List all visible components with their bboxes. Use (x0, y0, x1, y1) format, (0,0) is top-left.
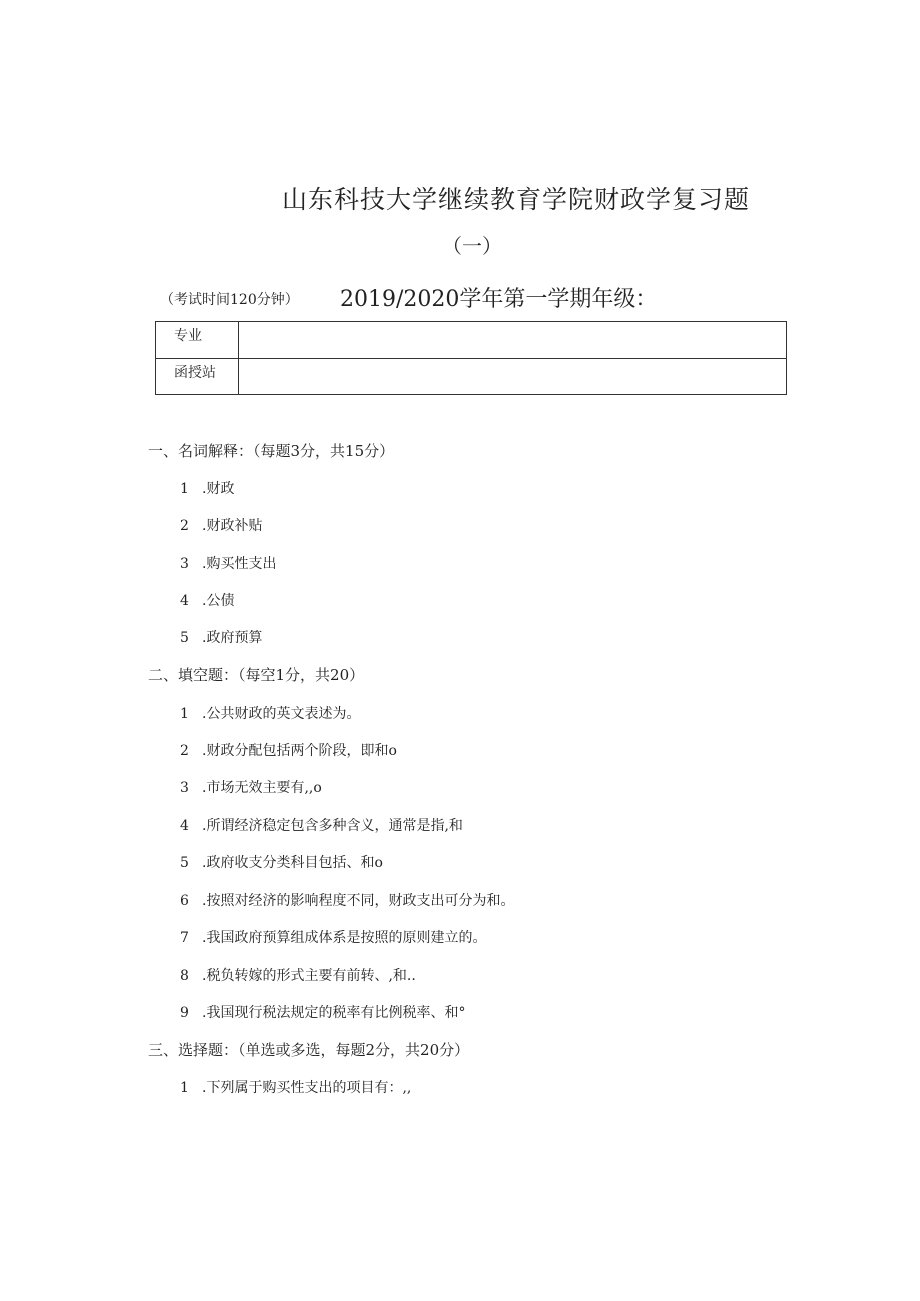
exam-time: （考试时间120分钟） (160, 292, 299, 308)
item-number: 1 (180, 706, 189, 722)
list-item (180, 852, 383, 872)
list-item (180, 965, 416, 985)
item-text: .公债 (202, 593, 235, 609)
item-number: 4 (180, 593, 189, 609)
document-subtitle: （一） (442, 234, 502, 258)
list-item (180, 927, 486, 947)
item-number: 5 (180, 630, 189, 646)
list-item (180, 478, 234, 498)
item-text: .按照对经济的影响程度不同，财政支出可分为和。 (202, 893, 515, 909)
list-item (180, 703, 360, 723)
list-item (180, 815, 463, 835)
list-item (180, 740, 397, 760)
list-item (180, 1077, 411, 1097)
item-number: 8 (180, 968, 189, 984)
item-text: .财政补贴 (202, 518, 263, 534)
section-heading-multiple-choice: 三、选择题：（单选或多选，每题2分，共20分） (148, 1041, 470, 1059)
list-item (180, 1002, 465, 1022)
item-number: 3 (180, 556, 189, 572)
item-number: 2 (180, 743, 189, 759)
major-value (239, 322, 787, 359)
student-info-table (155, 321, 787, 395)
academic-year-line: 2019/2020学年第一学期年级： (340, 287, 658, 312)
item-text: .政府预算 (202, 630, 263, 646)
item-number: 6 (180, 893, 189, 909)
station-label: 函授站 (156, 358, 239, 395)
item-text: .公共财政的英文表述为。 (202, 706, 361, 722)
item-text: .下列属于购买性支出的项目有：,, (202, 1080, 412, 1096)
info-row-major (156, 322, 787, 359)
item-number: 3 (180, 780, 189, 796)
major-label: 专业 (156, 322, 239, 359)
item-text: .财政分配包括两个阶段，即和o (202, 743, 397, 759)
item-number: 2 (180, 518, 189, 534)
item-number: 1 (180, 481, 189, 497)
item-number: 9 (180, 1005, 189, 1021)
section-heading-fill-blank: 二、填空题：（每空1分，共20） (148, 666, 365, 684)
station-value (239, 358, 787, 395)
item-text: .财政 (202, 481, 235, 497)
item-text: .所谓经济稳定包含多种含义，通常是指,和 (202, 818, 463, 834)
item-number: 4 (180, 818, 189, 834)
item-text: .购买性支出 (202, 556, 277, 572)
section-heading-definitions: 一、名词解释：（每题3分，共15分） (148, 442, 395, 460)
item-number: 7 (180, 930, 189, 946)
list-item (180, 553, 276, 573)
item-number: 5 (180, 855, 189, 871)
list-item (180, 890, 514, 910)
item-text: .政府收支分类科目包括、和o (202, 855, 383, 871)
item-text: .我国现行税法规定的税率有比例税率、和° (202, 1005, 466, 1021)
list-item (180, 590, 234, 610)
item-text: .市场无效主要有,,o (202, 780, 322, 796)
list-item (180, 515, 262, 535)
document-title: 山东科技大学继续教育学院财政学复习题 (282, 185, 751, 214)
item-number: 1 (180, 1080, 189, 1096)
item-text: .税负转嫁的形式主要有前转、,和.. (202, 968, 416, 984)
list-item (180, 777, 322, 797)
item-text: .我国政府预算组成体系是按照的原则建立的。 (202, 930, 487, 946)
list-item (180, 627, 262, 647)
info-row-station (156, 358, 787, 395)
